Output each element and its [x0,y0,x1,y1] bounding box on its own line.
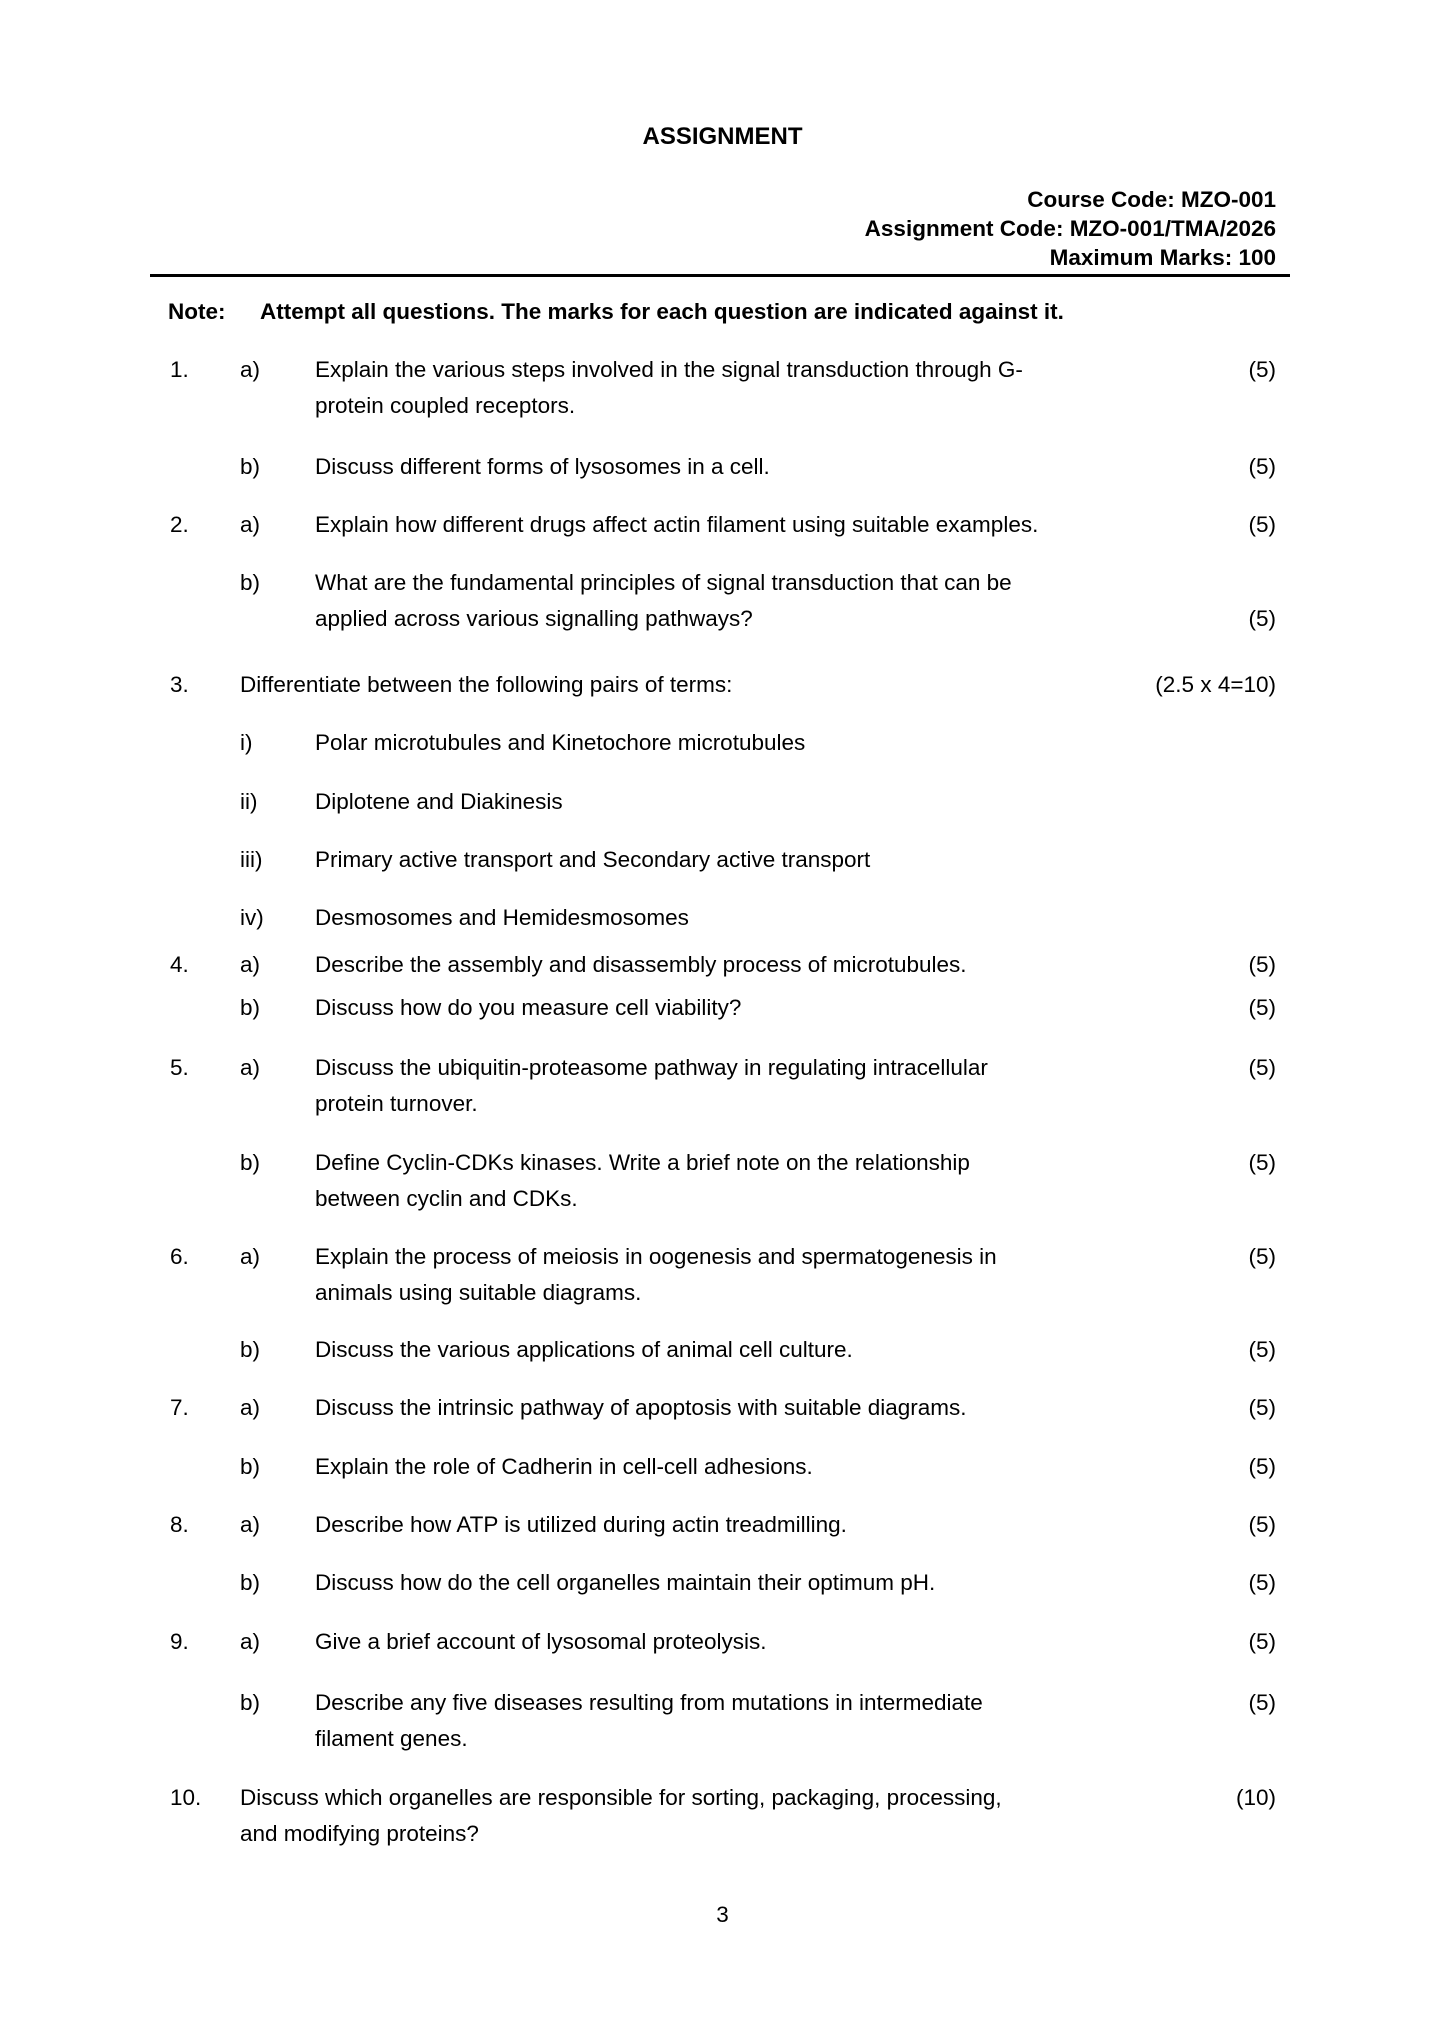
marks: (5) [1248,606,1276,631]
question-9b [170,1685,1276,1757]
question-8a [170,1507,1276,1543]
question-text-line: filament genes. [315,1726,468,1751]
marks: (10) [1235,1785,1276,1810]
marks: (5) [1248,357,1276,382]
marks: (5) [1248,454,1276,479]
subitem-letter: i) [240,730,253,755]
question-10 [170,1780,1276,1852]
question-text-line: protein turnover. [315,1091,478,1116]
question-3-iii [170,842,1276,878]
assignment-code-line: Assignment Code: MZO-001/TMA/2026 [864,216,1276,241]
part-letter: b) [240,1690,261,1715]
marks: (5) [1248,1570,1276,1595]
page-title: ASSIGNMENT [642,123,803,150]
question-number: 7. [170,1395,189,1420]
note-label: Note: [168,299,226,324]
subitem-letter: iv) [240,905,264,930]
marks: (5) [1248,952,1276,977]
question-text [315,449,770,485]
question-number: 5. [170,1055,189,1080]
question-text [315,1685,983,1757]
question-number: 10. [170,1785,202,1810]
question-6b [170,1332,1276,1368]
question-text [240,667,732,703]
question-text-line: Polar microtubules and Kinetochore microtubules [315,730,806,755]
question-text-line: What are the fundamental principles of signal transduction that can be [315,570,1012,595]
part-letter: a) [240,357,261,382]
course-code-line: Course Code: MZO-001 [1027,187,1276,212]
question-text-line: Discuss the ubiquitin-proteasome pathway in regulating intracellular [315,1055,988,1080]
question-number: 6. [170,1244,189,1269]
question-text-line: Discuss the various applications of animal cell culture. [315,1337,853,1362]
question-3-iv [170,900,1276,936]
question-text [315,947,967,983]
question-3-i [170,725,1276,761]
question-number: 8. [170,1512,189,1537]
part-letter: a) [240,1055,261,1080]
question-text-line: and modifying proteins? [240,1821,479,1846]
part-letter: a) [240,1512,261,1537]
question-text-line: Describe any five diseases resulting from mutations in intermediate [315,1690,983,1715]
question-text [315,565,1012,637]
subitem-text [315,842,870,878]
question-number: 1. [170,357,189,382]
subitem-text [315,725,805,761]
question-text [315,1239,997,1311]
question-text-line: Give a brief account of lysosomal proteolysis. [315,1629,767,1654]
question-text [315,990,741,1026]
question-text [240,1780,1002,1852]
question-text-line: Explain the role of Cadherin in cell-cell adhesions. [315,1454,813,1479]
question-text-line: animals using suitable diagrams. [315,1280,642,1305]
question-text [315,352,1023,424]
subitem-letter: ii) [240,789,258,814]
maximum-marks-line: Maximum Marks: 100 [1049,245,1276,270]
question-8b [170,1565,1276,1601]
part-letter: b) [240,1454,261,1479]
question-9a [170,1624,1276,1660]
question-7b [170,1449,1276,1485]
part-letter: b) [240,995,261,1020]
question-text-line: Define Cyclin-CDKs kinases. Write a brief note on the relationship [315,1150,970,1175]
question-text-line: Describe the assembly and disassembly process of microtubules. [315,952,967,977]
question-text-line: Primary active transport and Secondary active transport [315,847,871,872]
question-text [315,1050,988,1122]
question-2a [170,507,1276,543]
question-text-line: Explain how different drugs affect actin filament using suitable examples. [315,512,1039,537]
subitem-letter: iii) [240,847,263,872]
part-letter: a) [240,1629,261,1654]
question-number: 9. [170,1629,189,1654]
part-letter: b) [240,1150,261,1175]
question-text-line: protein coupled receptors. [315,393,576,418]
question-1b [170,449,1276,485]
question-text-line: Discuss which organelles are responsible for sorting, packaging, processing, [240,1785,1002,1810]
marks: (5) [1248,995,1276,1020]
marks: (5) [1248,1629,1276,1654]
part-letter: a) [240,1244,261,1269]
question-6a [170,1239,1276,1311]
question-3-ii [170,784,1276,820]
part-letter: a) [240,952,261,977]
marks: (5) [1248,1337,1276,1362]
marks: (5) [1248,1244,1276,1269]
question-text-line: applied across various signalling pathways? [315,606,753,631]
question-text-line: Explain the various steps involved in the signal transduction through G- [315,357,1023,382]
subitem-text [315,900,689,936]
question-text [315,1507,847,1543]
question-text-line: Discuss different forms of lysosomes in a cell. [315,454,770,479]
question-text [315,507,1038,543]
marks: (5) [1248,1055,1276,1080]
question-1a [170,352,1276,424]
question-5a [170,1050,1276,1122]
part-letter: b) [240,570,261,595]
part-letter: b) [240,1337,261,1362]
question-text [315,1565,935,1601]
question-text [315,1624,766,1660]
part-letter: a) [240,1395,261,1420]
marks: (5) [1248,1512,1276,1537]
question-text-line: Describe how ATP is utilized during actin treadmilling. [315,1512,847,1537]
header-codes [150,185,1276,272]
question-3 [170,667,1276,703]
question-number: 3. [170,672,189,697]
marks: (5) [1248,1690,1276,1715]
question-text [315,1449,813,1485]
question-text-line: Explain the process of meiosis in oogenesis and spermatogenesis in [315,1244,997,1269]
page-number: 3 [716,1902,729,1927]
question-text [315,1332,853,1368]
question-text-line: Differentiate between the following pairs of terms: [240,672,733,697]
marks: (5) [1248,1454,1276,1479]
part-letter: b) [240,1570,261,1595]
question-text-line: Discuss how do the cell organelles maintain their optimum pH. [315,1570,936,1595]
part-letter: a) [240,512,261,537]
question-text [315,1390,967,1426]
question-text-line: Diplotene and Diakinesis [315,789,563,814]
question-text-line: between cyclin and CDKs. [315,1186,578,1211]
question-4b [170,990,1276,1026]
question-7a [170,1390,1276,1426]
question-number: 4. [170,952,189,977]
marks: (5) [1248,512,1276,537]
question-text-line: Desmosomes and Hemidesmosomes [315,905,689,930]
question-number: 2. [170,512,189,537]
part-letter: b) [240,454,261,479]
question-text-line: Discuss the intrinsic pathway of apoptosis with suitable diagrams. [315,1395,967,1420]
marks: (5) [1248,1395,1276,1420]
marks: (2.5 x 4=10) [1155,672,1276,697]
question-text-line: Discuss how do you measure cell viability? [315,995,742,1020]
question-text [315,1145,970,1217]
subitem-text [315,784,563,820]
marks: (5) [1248,1150,1276,1175]
note-text: Attempt all questions. The marks for each question are indicated against it. [260,299,1064,324]
question-2b [170,565,1276,637]
divider-rule [150,274,1290,277]
question-4a [170,947,1276,983]
question-5b [170,1145,1276,1217]
